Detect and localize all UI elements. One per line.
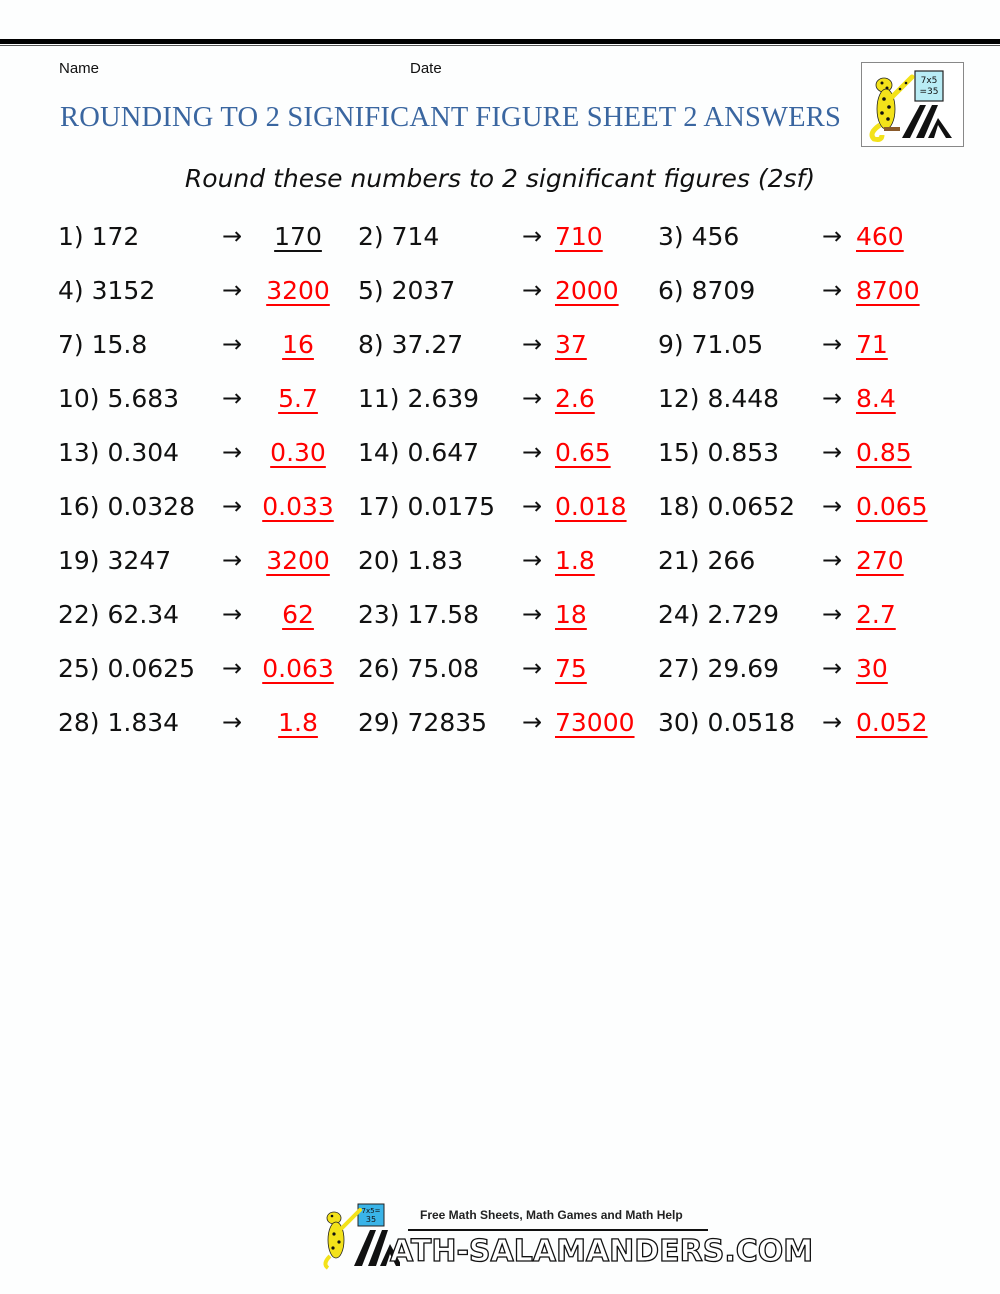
arrow-right-icon: → bbox=[222, 654, 243, 682]
problem-answer: 3200 bbox=[266, 546, 330, 575]
problem-row bbox=[0, 328, 1000, 382]
problem-answer: 73000 bbox=[555, 708, 635, 737]
problem-row bbox=[0, 490, 1000, 544]
problem-row bbox=[0, 652, 1000, 706]
problem-answer: 170 bbox=[274, 222, 322, 251]
problem-answer: 18 bbox=[555, 600, 587, 629]
header-rule-thick bbox=[0, 39, 1000, 44]
arrow-right-icon: → bbox=[222, 384, 243, 412]
problem-question: 13) 0.304 bbox=[58, 438, 180, 467]
arrow-right-icon: → bbox=[522, 600, 543, 628]
svg-text:7x5: 7x5 bbox=[920, 76, 938, 86]
arrow-right-icon: → bbox=[822, 708, 843, 736]
arrow-right-icon: → bbox=[522, 222, 543, 250]
problem-answer: 5.7 bbox=[278, 384, 318, 413]
arrow-right-icon: → bbox=[822, 600, 843, 628]
header-rule-thin bbox=[0, 45, 1000, 46]
arrow-right-icon: → bbox=[222, 222, 243, 250]
arrow-right-icon: → bbox=[822, 438, 843, 466]
footer-site-name: ATH-SALAMANDERS.COM bbox=[390, 1234, 814, 1269]
problem-row bbox=[0, 706, 1000, 760]
problem-row bbox=[0, 544, 1000, 598]
salamander-logo-icon bbox=[862, 63, 963, 146]
problem-question: 27) 29.69 bbox=[658, 654, 780, 683]
problem-answer: 8.4 bbox=[856, 384, 896, 413]
problem-question: 8) 37.27 bbox=[358, 330, 464, 359]
svg-text:=35: =35 bbox=[919, 87, 939, 97]
problem-question: 21) 266 bbox=[658, 546, 756, 575]
problem-question: 10) 5.683 bbox=[58, 384, 180, 413]
problem-question: 2) 714 bbox=[358, 222, 440, 251]
salamander-logo bbox=[861, 62, 964, 147]
problem-answer: 460 bbox=[856, 222, 904, 251]
arrow-right-icon: → bbox=[222, 492, 243, 520]
problem-row bbox=[0, 220, 1000, 274]
problem-question: 26) 75.08 bbox=[358, 654, 480, 683]
arrow-right-icon: → bbox=[822, 654, 843, 682]
arrow-right-icon: → bbox=[522, 330, 543, 358]
arrow-right-icon: → bbox=[222, 546, 243, 574]
problem-row bbox=[0, 436, 1000, 490]
arrow-right-icon: → bbox=[222, 276, 243, 304]
problem-answer: 2.7 bbox=[856, 600, 896, 629]
arrow-right-icon: → bbox=[522, 654, 543, 682]
problem-question: 23) 17.58 bbox=[358, 600, 480, 629]
arrow-right-icon: → bbox=[222, 600, 243, 628]
problem-answer: 0.85 bbox=[856, 438, 912, 467]
problem-question: 12) 8.448 bbox=[658, 384, 780, 413]
problem-question: 18) 0.0652 bbox=[658, 492, 795, 521]
problem-question: 24) 2.729 bbox=[658, 600, 780, 629]
problem-answer: 1.8 bbox=[278, 708, 318, 737]
problem-answer: 0.052 bbox=[856, 708, 928, 737]
arrow-right-icon: → bbox=[522, 546, 543, 574]
salamander-footer-icon bbox=[320, 1200, 400, 1280]
problem-answer: 0.65 bbox=[555, 438, 611, 467]
problem-question: 1) 172 bbox=[58, 222, 140, 251]
problem-question: 25) 0.0625 bbox=[58, 654, 195, 683]
problem-answer: 3200 bbox=[266, 276, 330, 305]
problem-row bbox=[0, 598, 1000, 652]
problem-answer: 0.065 bbox=[856, 492, 928, 521]
arrow-right-icon: → bbox=[522, 708, 543, 736]
arrow-right-icon: → bbox=[822, 384, 843, 412]
problem-answer: 71 bbox=[856, 330, 888, 359]
problem-question: 5) 2037 bbox=[358, 276, 456, 305]
problem-answer: 0.063 bbox=[262, 654, 334, 683]
instructions: Round these numbers to 2 significant figures (2sf) bbox=[184, 164, 816, 193]
arrow-right-icon: → bbox=[822, 222, 843, 250]
problem-answer: 16 bbox=[282, 330, 314, 359]
problem-question: 15) 0.853 bbox=[658, 438, 780, 467]
problem-answer: 0.033 bbox=[262, 492, 334, 521]
problem-question: 9) 71.05 bbox=[658, 330, 764, 359]
footer-tagline: Free Math Sheets, Math Games and Math Help bbox=[420, 1208, 683, 1222]
problem-question: 22) 62.34 bbox=[58, 600, 180, 629]
arrow-right-icon: → bbox=[222, 330, 243, 358]
problem-answer: 2.6 bbox=[555, 384, 595, 413]
problem-question: 14) 0.647 bbox=[358, 438, 480, 467]
arrow-right-icon: → bbox=[522, 492, 543, 520]
problem-question: 19) 3247 bbox=[58, 546, 172, 575]
problem-question: 28) 1.834 bbox=[58, 708, 180, 737]
problem-answer: 30 bbox=[856, 654, 888, 683]
problem-question: 3) 456 bbox=[658, 222, 740, 251]
problem-grid bbox=[0, 220, 1000, 760]
problem-answer: 2000 bbox=[555, 276, 619, 305]
footer-divider bbox=[408, 1229, 708, 1231]
problem-question: 16) 0.0328 bbox=[58, 492, 195, 521]
page-title: ROUNDING TO 2 SIGNIFICANT FIGURE SHEET 2 ANSWERS bbox=[60, 102, 842, 133]
problem-question: 7) 15.8 bbox=[58, 330, 148, 359]
name-label: Name bbox=[59, 60, 100, 77]
arrow-right-icon: → bbox=[822, 546, 843, 574]
arrow-right-icon: → bbox=[822, 330, 843, 358]
problem-question: 17) 0.0175 bbox=[358, 492, 495, 521]
problem-row bbox=[0, 382, 1000, 436]
problem-question: 6) 8709 bbox=[658, 276, 756, 305]
svg-text:35: 35 bbox=[365, 1215, 377, 1224]
arrow-right-icon: → bbox=[522, 438, 543, 466]
problem-question: 20) 1.83 bbox=[358, 546, 464, 575]
arrow-right-icon: → bbox=[522, 384, 543, 412]
problem-answer: 37 bbox=[555, 330, 587, 359]
problem-answer: 1.8 bbox=[555, 546, 595, 575]
problem-answer: 0.018 bbox=[555, 492, 627, 521]
problem-answer: 270 bbox=[856, 546, 904, 575]
arrow-right-icon: → bbox=[222, 708, 243, 736]
arrow-right-icon: → bbox=[522, 276, 543, 304]
problem-answer: 0.30 bbox=[270, 438, 326, 467]
problem-answer: 8700 bbox=[856, 276, 920, 305]
problem-answer: 62 bbox=[282, 600, 314, 629]
problem-question: 30) 0.0518 bbox=[658, 708, 795, 737]
arrow-right-icon: → bbox=[822, 276, 843, 304]
svg-text:7x5=: 7x5= bbox=[361, 1207, 381, 1215]
problem-question: 4) 3152 bbox=[58, 276, 156, 305]
arrow-right-icon: → bbox=[822, 492, 843, 520]
problem-answer: 75 bbox=[555, 654, 587, 683]
problem-answer: 710 bbox=[555, 222, 603, 251]
arrow-right-icon: → bbox=[222, 438, 243, 466]
problem-question: 29) 72835 bbox=[358, 708, 488, 737]
problem-question: 11) 2.639 bbox=[358, 384, 480, 413]
date-label: Date bbox=[410, 60, 442, 77]
footer-logo bbox=[320, 1200, 814, 1280]
problem-row bbox=[0, 274, 1000, 328]
